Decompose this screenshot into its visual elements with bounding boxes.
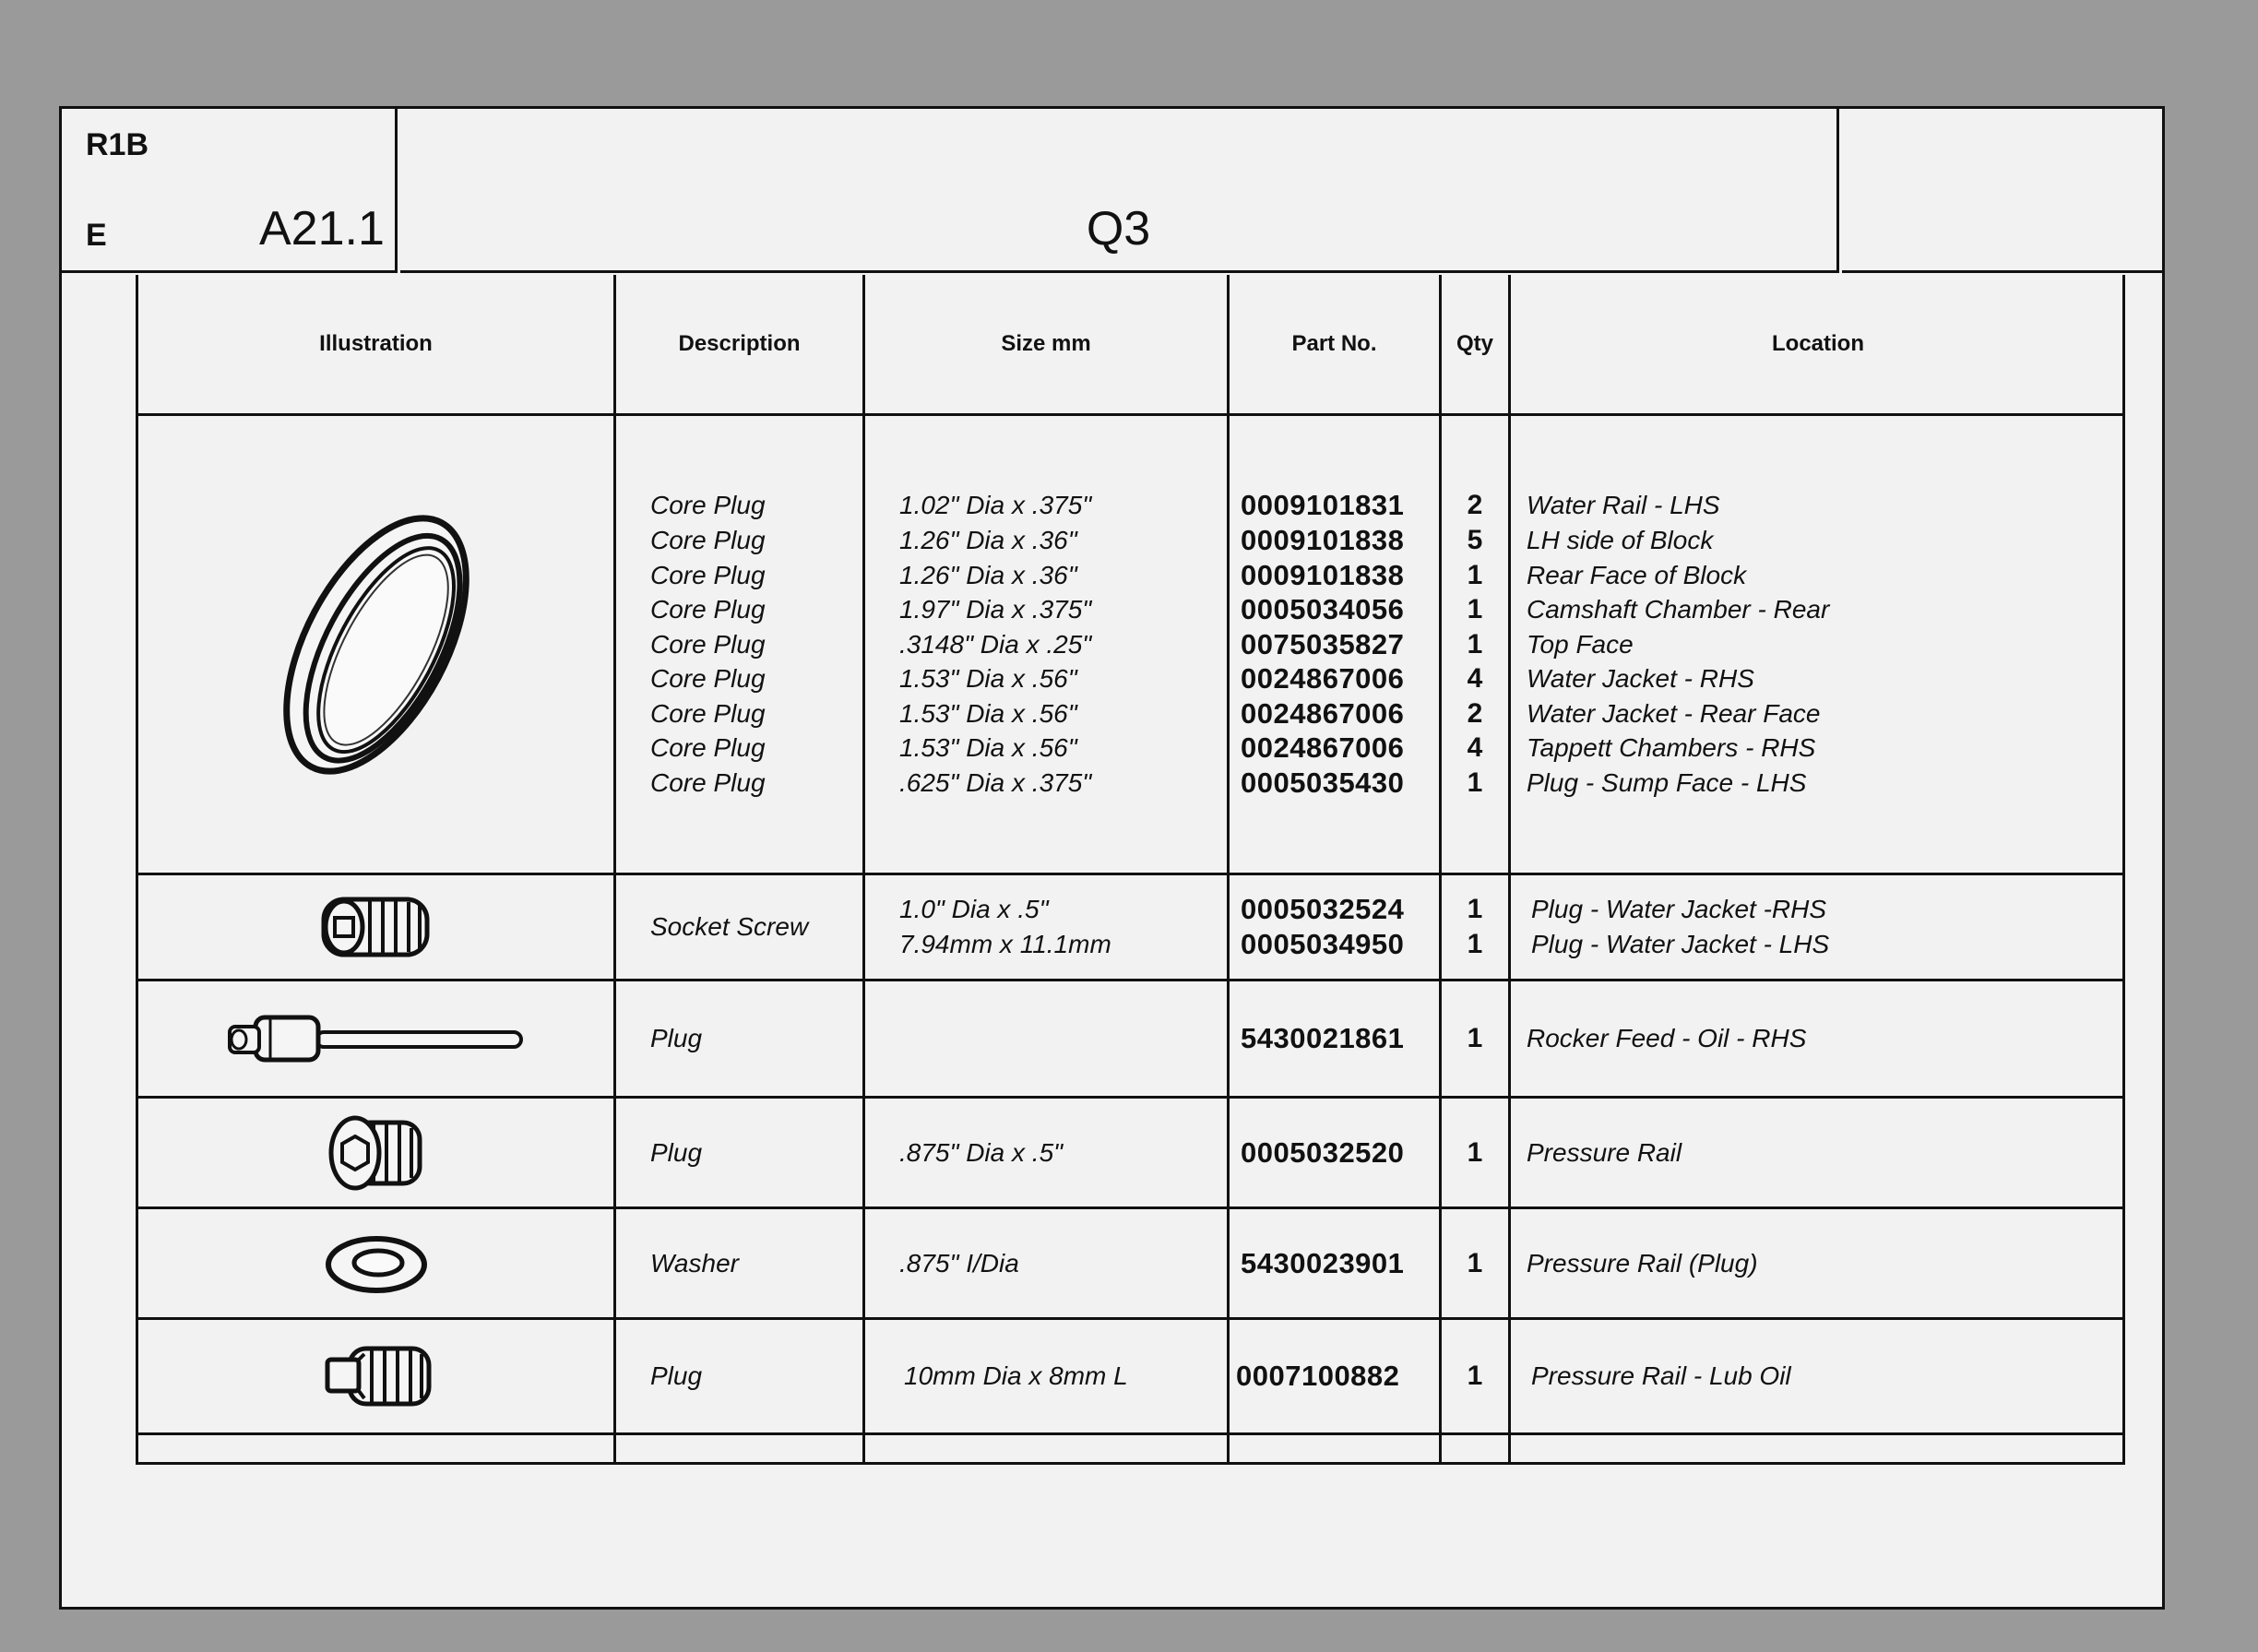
row-4-description: Core Plug bbox=[650, 595, 766, 624]
code-top: R1B bbox=[86, 127, 149, 162]
row-2-description: Core Plug bbox=[650, 525, 766, 554]
row-3-qty: 1 bbox=[1467, 559, 1483, 590]
long-plug-icon bbox=[224, 1006, 529, 1071]
washer-icon bbox=[321, 1231, 432, 1296]
row-6-part-no: 0024867006 bbox=[1241, 662, 1405, 695]
pressure-rail-plug-qty: 1 bbox=[1467, 1136, 1483, 1168]
rocker-plug-part-no: 5430021861 bbox=[1241, 1022, 1405, 1055]
row-5-part-no: 0075035827 bbox=[1241, 627, 1405, 660]
row-1-size: 1.02" Dia x .375" bbox=[899, 491, 1092, 520]
washer-qty: 1 bbox=[1467, 1247, 1483, 1278]
header-title-box bbox=[400, 109, 1839, 273]
row-8-location: Tappett Chambers - RHS bbox=[1527, 733, 1816, 763]
core-plug-icon bbox=[256, 497, 496, 792]
lub-oil-plug-size: 10mm Dia x 8mm L bbox=[904, 1361, 1128, 1391]
row-9-location: Plug - Sump Face - LHS bbox=[1527, 768, 1807, 798]
socket-screw-qty-2: 1 bbox=[1467, 929, 1483, 959]
socket-screw-size-1: 1.0" Dia x .5" bbox=[899, 895, 1049, 924]
table-row-empty bbox=[138, 1435, 2122, 1465]
row-3-location: Rear Face of Block bbox=[1527, 560, 1747, 589]
table-row-rocker-plug bbox=[138, 981, 2122, 1096]
code-bottom: E bbox=[86, 218, 107, 253]
socket-screw-illustration bbox=[138, 875, 613, 979]
pressure-rail-plug-description: Plug bbox=[650, 1137, 703, 1167]
row-9-qty: 1 bbox=[1467, 767, 1483, 799]
parts-sheet bbox=[59, 106, 2165, 1610]
lub-oil-plug-part-no: 0007100882 bbox=[1236, 1360, 1400, 1393]
pressure-rail-plug-part-no: 0005032520 bbox=[1241, 1135, 1405, 1169]
row-2-part-no: 0009101838 bbox=[1241, 523, 1405, 556]
row-8-qty: 4 bbox=[1467, 732, 1483, 764]
col-header-illustration: Illustration bbox=[319, 331, 433, 356]
row-1-part-no: 0009101831 bbox=[1241, 489, 1405, 522]
socket-screw-qty-1: 1 bbox=[1467, 894, 1483, 925]
col-header-part-no: Part No. bbox=[1291, 331, 1377, 356]
col-header-size: Size mm bbox=[1001, 331, 1091, 356]
lub-oil-plug-qty: 1 bbox=[1467, 1361, 1483, 1392]
row-4-part-no: 0005034056 bbox=[1241, 593, 1405, 626]
row-1-location: Water Rail - LHS bbox=[1527, 491, 1720, 520]
lub-oil-plug-description: Plug bbox=[650, 1361, 703, 1391]
washer-location: Pressure Rail (Plug) bbox=[1527, 1248, 1758, 1278]
socket-screw-description: Socket Screw bbox=[650, 912, 809, 942]
row-9-part-no: 0005035430 bbox=[1241, 767, 1405, 800]
long-plug-illustration bbox=[138, 981, 613, 1096]
row-5-location: Top Face bbox=[1527, 629, 1634, 659]
washer-illustration bbox=[138, 1209, 613, 1317]
row-9-size: .625" Dia x .375" bbox=[899, 768, 1092, 798]
washer-description: Washer bbox=[650, 1248, 739, 1278]
row-5-size: .3148" Dia x .25" bbox=[899, 629, 1092, 659]
row-7-part-no: 0024867006 bbox=[1241, 696, 1405, 730]
section-ref: A21.1 bbox=[259, 202, 385, 256]
rocker-plug-qty: 1 bbox=[1467, 1023, 1483, 1054]
socket-screw-part-no-2: 0005034950 bbox=[1241, 928, 1405, 960]
square-plug-illustration bbox=[138, 1320, 613, 1432]
row-5-qty: 1 bbox=[1467, 628, 1483, 660]
rocker-plug-size bbox=[899, 1021, 1227, 1056]
row-7-qty: 2 bbox=[1467, 697, 1483, 729]
row-3-size: 1.26" Dia x .36" bbox=[899, 560, 1077, 589]
header-blank-box bbox=[1842, 109, 2162, 273]
row-2-size: 1.26" Dia x .36" bbox=[899, 525, 1077, 554]
col-header-location: Location bbox=[1772, 331, 1864, 356]
rocker-plug-description: Plug bbox=[650, 1024, 703, 1053]
socket-screw-icon bbox=[316, 894, 436, 960]
socket-screw-size-2: 7.94mm x 11.1mm bbox=[899, 930, 1111, 958]
row-8-part-no: 0024867006 bbox=[1241, 731, 1405, 765]
row-7-size: 1.53" Dia x .56" bbox=[899, 698, 1077, 728]
pressure-rail-plug-location: Pressure Rail bbox=[1527, 1137, 1682, 1167]
row-4-qty: 1 bbox=[1467, 594, 1483, 625]
core-plug-illustration bbox=[138, 416, 613, 873]
row-3-part-no: 0009101838 bbox=[1241, 558, 1405, 591]
socket-screw-location-1: Plug - Water Jacket -RHS bbox=[1531, 895, 1827, 924]
table-row-lub-oil-plug bbox=[138, 1320, 2122, 1432]
row-8-description: Core Plug bbox=[650, 733, 766, 763]
row-8-size: 1.53" Dia x .56" bbox=[899, 733, 1077, 763]
table-row-pressure-rail-plug bbox=[138, 1099, 2122, 1206]
row-4-location: Camshaft Chamber - Rear bbox=[1527, 595, 1830, 624]
row-5-description: Core Plug bbox=[650, 629, 766, 659]
row-7-location: Water Jacket - Rear Face bbox=[1527, 698, 1821, 728]
row-7-description: Core Plug bbox=[650, 698, 766, 728]
row-1-qty: 2 bbox=[1467, 490, 1483, 521]
col-header-description: Description bbox=[678, 331, 801, 356]
socket-screw-part-no-1: 0005032524 bbox=[1241, 893, 1405, 926]
row-1-description: Core Plug bbox=[650, 491, 766, 520]
pressure-rail-plug-size: .875" Dia x .5" bbox=[899, 1137, 1064, 1167]
row-6-description: Core Plug bbox=[650, 664, 766, 694]
page-title: Q3 bbox=[1086, 202, 1151, 256]
rocker-plug-location: Rocker Feed - Oil - RHS bbox=[1527, 1024, 1807, 1053]
header-code-box bbox=[62, 109, 398, 273]
row-6-qty: 4 bbox=[1467, 663, 1483, 695]
parts-table bbox=[136, 275, 2125, 1465]
row-2-location: LH side of Block bbox=[1527, 525, 1714, 554]
table-row-washer bbox=[138, 1209, 2122, 1317]
hex-socket-plug-icon bbox=[326, 1113, 427, 1193]
hex-plug-illustration bbox=[138, 1099, 613, 1206]
socket-screw-location-2: Plug - Water Jacket - LHS bbox=[1531, 930, 1830, 958]
row-6-location: Water Jacket - RHS bbox=[1527, 664, 1754, 694]
washer-size: .875" I/Dia bbox=[899, 1248, 1019, 1278]
square-head-plug-icon bbox=[316, 1339, 436, 1413]
row-3-description: Core Plug bbox=[650, 560, 766, 589]
col-header-qty: Qty bbox=[1456, 331, 1493, 356]
row-6-size: 1.53" Dia x .56" bbox=[899, 664, 1077, 694]
lub-oil-plug-location: Pressure Rail - Lub Oil bbox=[1531, 1361, 1791, 1391]
row-2-qty: 5 bbox=[1467, 524, 1483, 555]
washer-part-no: 5430023901 bbox=[1241, 1246, 1405, 1279]
table-row-core-plugs bbox=[138, 416, 2122, 873]
table-row-socket-screw bbox=[138, 875, 2122, 979]
row-4-size: 1.97" Dia x .375" bbox=[899, 595, 1092, 624]
row-9-description: Core Plug bbox=[650, 768, 766, 798]
